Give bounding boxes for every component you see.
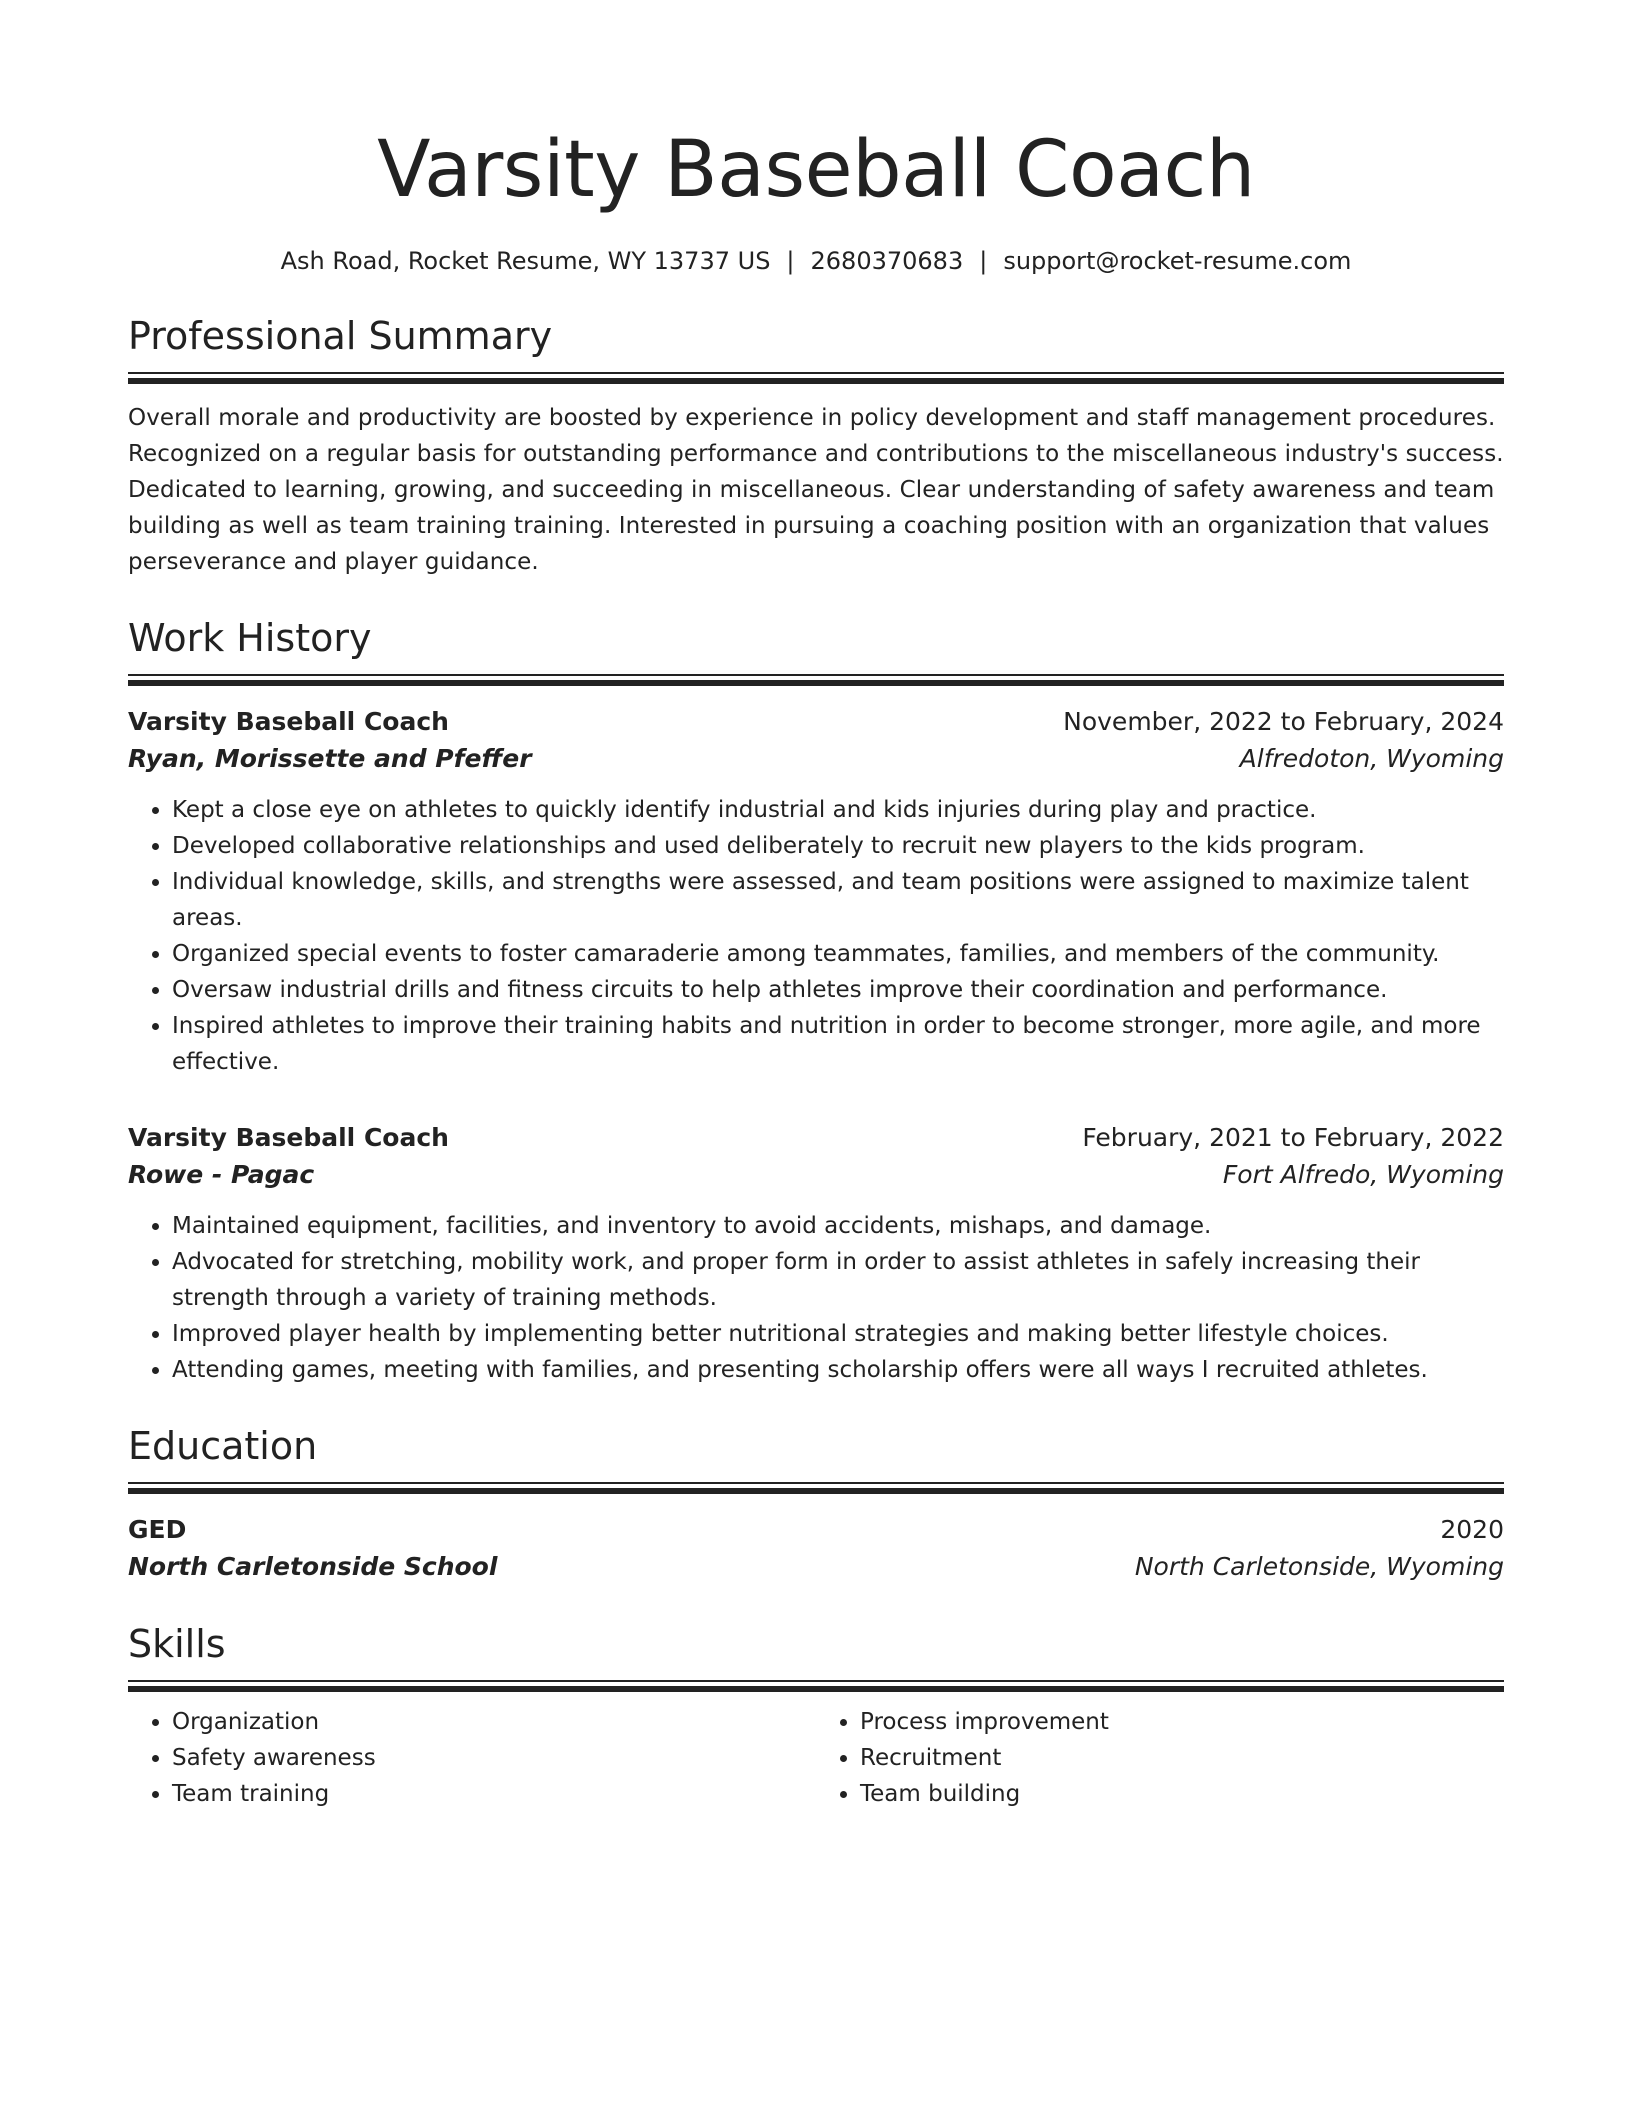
education-degree: GED xyxy=(128,1515,187,1544)
summary-section xyxy=(128,312,1504,580)
skills-section xyxy=(128,1620,1504,1812)
job-bullet: • Attending games, meeting with families, and presenting scholarship offers were all ways I recruited athletes. xyxy=(172,1352,1504,1388)
skills-heading: Skills xyxy=(128,1622,226,1666)
job-bullet: • Inspired athletes to improve their training habits and nutrition in order to become stronger, more agile, and more effective. xyxy=(172,1008,1504,1080)
job-bullet: • Kept a close eye on athletes to quickly identify industrial and kids injuries during play and practice. xyxy=(172,792,1504,828)
job-title: Varsity Baseball Coach xyxy=(128,1123,449,1152)
summary-heading: Professional Summary xyxy=(128,314,553,358)
resume-name: Varsity Baseball Coach xyxy=(377,125,1255,215)
education-school: North Carletonside School xyxy=(128,1552,498,1581)
section-divider xyxy=(128,1482,1504,1494)
contact-phone: 2680370683 xyxy=(810,247,964,275)
job-bullets xyxy=(128,792,1504,1080)
job-dates: November, 2022 to February, 2024 xyxy=(1063,707,1504,736)
skill-item: • Recruitment xyxy=(860,1740,1504,1776)
job-bullet: • Maintained equipment, facilities, and inventory to avoid accidents, mishaps, and damage. xyxy=(172,1208,1504,1244)
job-bullet: • Developed collaborative relationships and used deliberately to recruit new players to the kids program. xyxy=(172,828,1504,864)
skills-list xyxy=(128,1704,1504,1812)
contact-email: support@rocket-resume.com xyxy=(1003,247,1352,275)
job-location: Fort Alfredo, Wyoming xyxy=(1222,1160,1504,1189)
job-title: Varsity Baseball Coach xyxy=(128,707,449,736)
job-dates: February, 2021 to February, 2022 xyxy=(1082,1123,1504,1152)
job-company: Rowe - Pagac xyxy=(128,1160,315,1189)
job-location: Alfredoton, Wyoming xyxy=(1239,744,1504,773)
job-bullet: • Advocated for stretching, mobility work, and proper form in order to assist athletes in safely increasing their strength through a variety of training methods. xyxy=(172,1244,1504,1316)
education-section xyxy=(128,1422,1504,1586)
education-heading: Education xyxy=(128,1424,318,1468)
job-bullet: • Improved player health by implementing better nutritional strategies and making better lifestyle choices. xyxy=(172,1316,1504,1352)
contact-address: Ash Road, Rocket Resume, WY 13737 US xyxy=(280,247,771,275)
work-history-heading: Work History xyxy=(128,616,372,660)
job-entry xyxy=(128,1120,1504,1388)
skills-column-right xyxy=(816,1704,1504,1812)
skills-column-left xyxy=(128,1704,816,1812)
skill-item: • Team building xyxy=(860,1776,1504,1812)
education-year: 2020 xyxy=(1440,1515,1504,1544)
work-history-section xyxy=(128,614,1504,1388)
contact-separator: | xyxy=(786,247,795,275)
section-divider xyxy=(128,674,1504,686)
summary-text: Overall morale and productivity are boosted by experience in policy development and staff management procedures. Recognized on a regular basis for outstanding performance and contributions to the miscellaneous industry's success. Dedicated to learning, growing, and succeeding in miscellaneous. Clear understanding of safety awareness and team building as well as team training training. Interested in pursuing a coaching position with an organization that values perseverance and player guidance. xyxy=(128,405,1504,575)
section-divider xyxy=(128,372,1504,384)
skill-item: • Safety awareness xyxy=(172,1740,816,1776)
education-entry xyxy=(128,1512,1504,1586)
job-bullet: • Organized special events to foster camaraderie among teammates, families, and members of the community. xyxy=(172,936,1504,972)
contact-separator: | xyxy=(979,247,988,275)
section-divider xyxy=(128,1680,1504,1692)
job-entry xyxy=(128,704,1504,1080)
skill-item: • Organization xyxy=(172,1704,816,1740)
job-bullet: • Oversaw industrial drills and fitness circuits to help athletes improve their coordination and performance. xyxy=(172,972,1504,1008)
job-bullet: • Individual knowledge, skills, and strengths were assessed, and team positions were assigned to maximize talent areas. xyxy=(172,864,1504,936)
education-location: North Carletonside, Wyoming xyxy=(1134,1552,1504,1581)
contact-line xyxy=(128,244,1504,278)
job-company: Ryan, Morissette and Pfeffer xyxy=(128,744,532,773)
skill-item: • Process improvement xyxy=(860,1704,1504,1740)
job-bullets xyxy=(128,1208,1504,1388)
skill-item: • Team training xyxy=(172,1776,816,1812)
